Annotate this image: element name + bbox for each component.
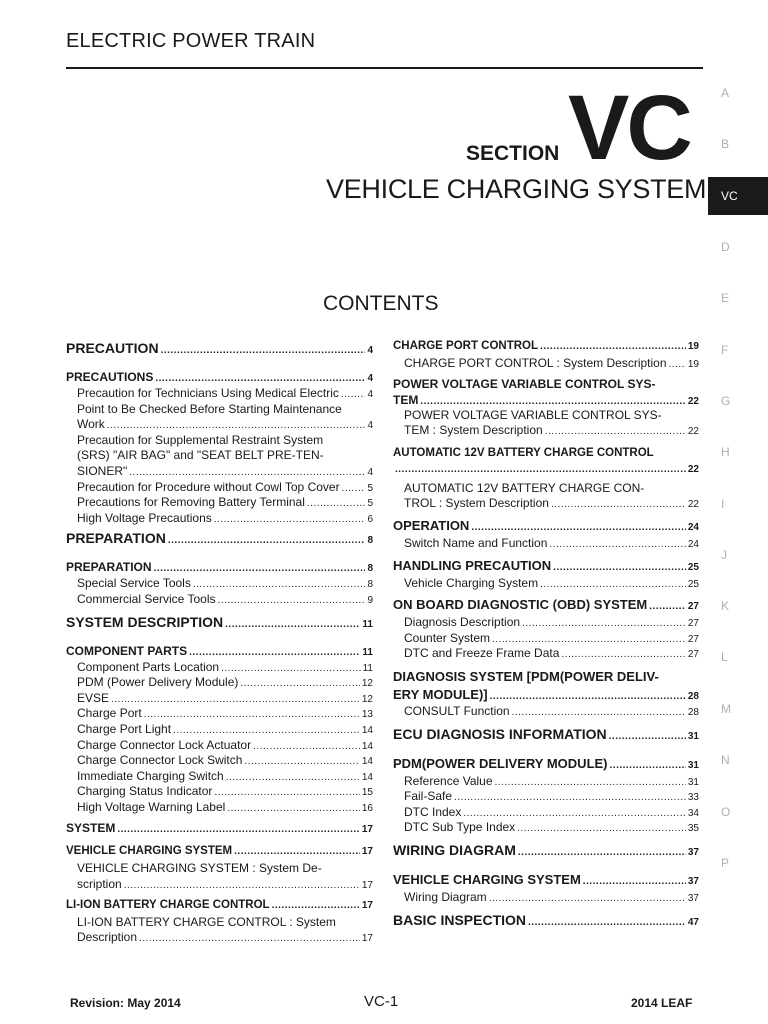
toc-title: VEHICLE CHARGING SYSTEM — [66, 845, 233, 858]
dot-leader — [189, 644, 360, 658]
toc-page: 4 — [367, 466, 373, 478]
toc-title: PDM(POWER DELIVERY MODULE) — [393, 755, 608, 771]
side-index-vc[interactable]: VC — [708, 177, 768, 215]
toc-page: 19 — [687, 359, 699, 370]
toc-entry-wrapped[interactable] — [66, 433, 373, 480]
dot-leader — [155, 370, 365, 384]
toc-page: 28 — [687, 690, 699, 702]
toc-page: 9 — [367, 594, 373, 606]
toc-entry[interactable] — [66, 675, 373, 691]
side-index-j[interactable]: J — [721, 548, 727, 562]
toc-title: Fail-Safe — [404, 789, 453, 804]
toc-entry[interactable] — [393, 704, 699, 720]
toc-page: 6 — [367, 513, 373, 525]
toc-entry[interactable] — [66, 753, 373, 769]
header-title: ELECTRIC POWER TRAIN — [66, 30, 316, 52]
toc-entry[interactable] — [393, 356, 699, 372]
toc-entry[interactable] — [393, 912, 699, 938]
toc-page: 14 — [361, 756, 373, 768]
dot-leader — [244, 753, 359, 767]
dot-leader — [342, 480, 366, 494]
dot-leader — [111, 691, 360, 705]
side-index-g[interactable]: G — [721, 394, 731, 408]
toc-entry[interactable] — [66, 560, 373, 576]
toc-title-line: scription — [77, 877, 122, 892]
toc-entry[interactable] — [66, 340, 373, 366]
toc-page: 22 — [687, 463, 699, 475]
toc-title: CHARGE PORT CONTROL — [393, 340, 539, 352]
toc-entry[interactable] — [66, 370, 373, 386]
dot-leader — [540, 340, 686, 352]
dot-leader — [583, 872, 686, 887]
header-divider — [66, 67, 703, 69]
toc-title-line: DIAGNOSIS SYSTEM [PDM(POWER DELIV- — [393, 668, 659, 684]
toc-entry[interactable] — [66, 644, 373, 660]
toc-page: 11 — [362, 618, 373, 630]
dot-leader — [154, 560, 366, 574]
toc-page: 24 — [687, 521, 699, 533]
toc-entry[interactable] — [66, 660, 373, 676]
side-index-b[interactable]: B — [721, 137, 730, 151]
dot-leader — [649, 597, 686, 612]
toc-entry[interactable] — [393, 842, 699, 868]
toc-page: 27 — [687, 618, 699, 630]
dot-leader — [218, 592, 366, 606]
toc-title: Precautions for Removing Battery Terminal — [77, 495, 305, 510]
toc-entry[interactable] — [393, 726, 699, 752]
toc-title-line: TEM — [393, 392, 419, 407]
toc-entry[interactable] — [66, 511, 373, 527]
toc-title: Charge Connector Lock Actuator — [77, 737, 252, 752]
dot-leader — [168, 530, 366, 546]
dot-leader — [489, 890, 686, 904]
toc-entry-wrapped[interactable] — [66, 402, 373, 433]
toc-title-line: AUTOMATIC 12V BATTERY CHARGE CONTROL — [393, 446, 654, 459]
dot-leader — [253, 738, 360, 752]
dot-leader — [420, 392, 686, 408]
toc-entry-wrapped[interactable] — [393, 481, 699, 512]
toc-page: 16 — [361, 802, 373, 814]
toc-page: 33 — [687, 792, 699, 804]
toc-title: COMPONENT PARTS — [66, 643, 188, 658]
toc-title-line: ERY MODULE)] — [393, 686, 488, 702]
section-code: VC — [568, 77, 690, 179]
dot-leader — [129, 464, 365, 480]
toc-title: DTC Index — [404, 804, 462, 819]
toc-entry[interactable] — [66, 386, 373, 402]
toc-page: 8 — [367, 535, 373, 547]
dot-leader — [227, 800, 360, 814]
toc-title-line: LI-ION BATTERY CHARGE CONTROL : System — [77, 914, 336, 929]
dot-leader — [272, 899, 360, 911]
dot-leader — [610, 756, 686, 771]
toc-entry[interactable] — [66, 738, 373, 754]
side-index-m[interactable]: M — [721, 702, 731, 716]
dot-leader — [117, 821, 360, 835]
dot-leader — [518, 842, 686, 858]
dot-leader — [225, 614, 360, 630]
toc-entry[interactable] — [393, 576, 699, 592]
toc-page: 37 — [687, 846, 699, 858]
toc-entry[interactable] — [66, 706, 373, 722]
dot-leader — [528, 912, 686, 928]
toc-page: 19 — [687, 341, 699, 352]
toc-page: 35 — [687, 823, 699, 835]
toc-title-line: POWER VOLTAGE VARIABLE CONTROL SYS- — [404, 407, 662, 422]
toc-title-line: Precaution for Supplemental Restraint System — [77, 432, 324, 447]
toc-title-line: TROL : System Description — [404, 496, 549, 511]
dot-leader — [173, 722, 360, 736]
toc-page: 4 — [367, 373, 373, 384]
toc-title: Charging Status Indicator — [77, 784, 213, 799]
side-index-a[interactable]: A — [721, 86, 730, 100]
toc-title: CHARGE PORT CONTROL : System Description — [404, 356, 667, 370]
toc-entry[interactable] — [66, 530, 373, 556]
toc-entry-wrapped[interactable] — [393, 376, 699, 408]
toc-page: 17 — [361, 846, 373, 858]
footer-model: 2014 LEAF — [631, 996, 693, 1010]
side-index-i[interactable]: I — [721, 497, 725, 511]
dot-leader — [144, 706, 360, 720]
toc-right-column — [393, 340, 699, 938]
toc-title: OPERATION — [393, 517, 470, 533]
toc-page: 14 — [361, 724, 373, 736]
toc-title-line: AUTOMATIC 12V BATTERY CHARGE CON- — [404, 480, 645, 495]
toc-page: 17 — [361, 933, 373, 945]
toc-page: 22 — [687, 395, 699, 407]
toc-entry[interactable] — [393, 536, 699, 552]
toc-title: HANDLING PRECAUTION — [393, 557, 552, 573]
toc-entry[interactable] — [393, 820, 699, 836]
toc-page: 22 — [687, 426, 699, 438]
toc-title: Precaution for Procedure without Cowl Top Cover — [77, 479, 340, 494]
toc-entry-wrapped[interactable] — [66, 861, 373, 892]
toc-page: 25 — [687, 561, 699, 573]
toc-entry[interactable] — [393, 631, 699, 647]
dot-leader — [490, 686, 686, 704]
dot-leader — [517, 820, 686, 834]
side-index-l[interactable]: L — [721, 650, 728, 664]
toc-title: Reference Value — [404, 773, 493, 788]
toc-entry-wrapped[interactable] — [393, 445, 699, 477]
toc-title: DTC and Freeze Frame Data — [404, 646, 560, 661]
dot-leader — [561, 646, 685, 660]
toc-page: 4 — [367, 345, 373, 356]
toc-title: Counter System — [404, 630, 491, 645]
toc-title: Switch Name and Function — [404, 535, 548, 550]
dot-leader — [193, 576, 366, 590]
toc-title-line: VEHICLE CHARGING SYSTEM : System De- — [77, 861, 322, 876]
toc-page: 37 — [687, 892, 699, 904]
toc-title: VEHICLE CHARGING SYSTEM — [393, 871, 581, 887]
toc-entry[interactable] — [393, 756, 699, 774]
toc-entry[interactable] — [393, 805, 699, 821]
dot-leader — [307, 495, 366, 509]
dot-leader — [214, 784, 359, 798]
toc-entry[interactable] — [393, 558, 699, 576]
toc-entry[interactable] — [393, 774, 699, 790]
dot-leader — [124, 877, 360, 893]
toc-page: 15 — [361, 787, 373, 799]
section-name: VEHICLE CHARGING SYSTEM — [326, 174, 707, 204]
toc-entry[interactable] — [66, 784, 373, 800]
dot-leader — [669, 356, 686, 370]
toc-left-column — [66, 340, 373, 946]
toc-title: PREPARATION — [66, 560, 152, 575]
toc-page: 28 — [687, 706, 699, 718]
toc-title: High Voltage Warning Label — [77, 799, 226, 814]
footer-revision: Revision: May 2014 — [70, 996, 181, 1010]
toc-entry[interactable] — [66, 480, 373, 496]
toc-page: 27 — [687, 649, 699, 661]
contents-heading: CONTENTS — [323, 292, 439, 315]
toc-entry-wrapped[interactable] — [393, 408, 699, 439]
dot-leader — [545, 423, 686, 439]
toc-title-line: Point to Be Checked Before Starting Maintenance — [77, 401, 342, 416]
toc-entry[interactable] — [66, 576, 373, 592]
toc-page: 13 — [361, 709, 373, 721]
toc-title: SYSTEM DESCRIPTION — [66, 613, 224, 630]
toc-title: PRECAUTIONS — [66, 370, 154, 384]
toc-title: BASIC INSPECTION — [393, 911, 527, 928]
toc-page: 25 — [687, 578, 699, 590]
side-index-o[interactable]: O — [721, 805, 731, 819]
toc-entry[interactable] — [393, 890, 699, 906]
dot-leader — [551, 496, 686, 512]
toc-title: Special Service Tools — [77, 576, 191, 591]
toc-page: 4 — [367, 389, 373, 400]
toc-title: Diagnosis Description — [404, 615, 521, 630]
dot-leader — [609, 726, 686, 742]
toc-entry[interactable] — [66, 495, 373, 511]
toc-title: PDM (Power Delivery Module) — [77, 675, 239, 690]
toc-page: 11 — [362, 646, 373, 658]
side-index-h[interactable]: H — [721, 445, 730, 459]
toc-entry[interactable] — [66, 821, 373, 841]
dot-leader — [139, 930, 360, 946]
dot-leader — [492, 631, 686, 645]
toc-title: Charge Connector Lock Switch — [77, 753, 243, 768]
toc-title: WIRING DIAGRAM — [393, 841, 516, 858]
dot-leader — [522, 615, 686, 629]
toc-entry[interactable] — [393, 872, 699, 890]
toc-entry[interactable] — [66, 691, 373, 707]
toc-title: Immediate Charging Switch — [77, 768, 224, 783]
side-index-f[interactable]: F — [721, 343, 729, 357]
toc-page: 37 — [687, 875, 699, 887]
toc-title: ON BOARD DIAGNOSTIC (OBD) SYSTEM — [393, 597, 648, 613]
toc-entry[interactable] — [66, 899, 373, 915]
toc-page: 31 — [687, 759, 699, 771]
toc-page: 17 — [361, 899, 373, 911]
toc-entry[interactable] — [66, 614, 373, 640]
toc-page: 14 — [361, 771, 373, 783]
dot-leader — [226, 769, 360, 783]
toc-entry[interactable] — [393, 597, 699, 615]
toc-page: 8 — [367, 563, 373, 575]
toc-page: 8 — [367, 579, 373, 591]
toc-title: ECU DIAGNOSIS INFORMATION — [393, 725, 607, 742]
footer-page-number: VC-1 — [364, 993, 399, 1010]
toc-page: 17 — [361, 824, 373, 836]
dot-leader — [553, 558, 686, 573]
toc-title: High Voltage Precautions — [77, 510, 212, 525]
dot-leader — [341, 386, 366, 400]
toc-title: Wiring Diagram — [404, 889, 487, 904]
dot-leader — [395, 461, 686, 477]
dot-leader — [463, 805, 686, 819]
toc-entry[interactable] — [393, 518, 699, 536]
toc-title-line: POWER VOLTAGE VARIABLE CONTROL SYS- — [393, 376, 656, 391]
side-index-k[interactable]: K — [721, 599, 730, 613]
toc-title: Charge Port Light — [77, 721, 172, 736]
toc-page: 27 — [687, 601, 699, 613]
toc-page: 14 — [361, 740, 373, 752]
toc-title: Commercial Service Tools — [77, 591, 216, 606]
dot-leader — [540, 576, 686, 590]
toc-page: 12 — [361, 693, 373, 705]
dot-leader — [240, 675, 360, 689]
toc-entry[interactable] — [66, 800, 373, 816]
toc-page: 47 — [687, 916, 699, 928]
toc-entry-wrapped[interactable] — [66, 915, 373, 946]
toc-title: LI-ION BATTERY CHARGE CONTROL — [66, 898, 270, 911]
toc-page: 24 — [687, 538, 699, 550]
toc-page: 12 — [361, 678, 373, 690]
toc-title: Precaution for Technicians Using Medical Electric — [77, 386, 339, 400]
dot-leader — [107, 417, 366, 433]
toc-title: Component Parts Location — [77, 659, 220, 674]
toc-title: CONSULT Function — [404, 703, 510, 718]
toc-entry[interactable] — [393, 615, 699, 631]
toc-title-line: SIONER" — [77, 463, 128, 478]
toc-entry[interactable] — [66, 769, 373, 785]
toc-page: 11 — [362, 662, 373, 674]
dot-leader — [214, 511, 366, 525]
dot-leader — [234, 845, 360, 857]
side-index-p[interactable]: P — [721, 856, 730, 870]
dot-leader — [495, 774, 686, 788]
dot-leader — [549, 536, 685, 550]
toc-title: Charge Port — [77, 706, 142, 721]
toc-title-line: TEM : System Description — [404, 423, 543, 438]
toc-title-line: Work — [77, 417, 105, 432]
toc-title-line: (SRS) "AIR BAG" and "SEAT BELT PRE-TEN- — [77, 448, 324, 463]
side-index-e[interactable]: E — [721, 291, 730, 305]
toc-title-line: Description — [77, 930, 138, 945]
toc-page: 31 — [687, 730, 699, 742]
toc-title: PREPARATION — [66, 530, 166, 547]
toc-page: 22 — [687, 499, 699, 511]
toc-title: EVSE — [77, 690, 110, 705]
toc-title: DTC Sub Type Index — [404, 820, 516, 835]
toc-page: 4 — [367, 420, 373, 432]
dot-leader — [221, 660, 361, 674]
toc-title: SYSTEM — [66, 821, 116, 836]
toc-title: Vehicle Charging System — [404, 575, 539, 590]
toc-page: 27 — [687, 633, 699, 645]
toc-entry[interactable] — [66, 722, 373, 738]
toc-title: PRECAUTION — [66, 340, 159, 356]
section-label: SECTION — [466, 142, 560, 165]
toc-page: 17 — [361, 880, 373, 892]
toc-entry[interactable] — [393, 646, 699, 662]
dot-leader — [471, 518, 686, 533]
side-index-n[interactable]: N — [721, 753, 730, 767]
toc-entry[interactable] — [66, 592, 373, 608]
toc-page: 34 — [687, 807, 699, 819]
toc-entry-wrapped[interactable] — [393, 668, 699, 704]
dot-leader — [512, 704, 686, 718]
toc-page: 31 — [687, 776, 699, 788]
toc-entry[interactable] — [393, 789, 699, 805]
toc-page: 5 — [367, 482, 373, 494]
dot-leader — [161, 340, 366, 356]
toc-entry[interactable] — [393, 340, 699, 356]
dot-leader — [454, 789, 686, 803]
toc-entry[interactable] — [66, 845, 373, 861]
toc-page: 5 — [367, 498, 373, 510]
side-index-d[interactable]: D — [721, 240, 730, 254]
